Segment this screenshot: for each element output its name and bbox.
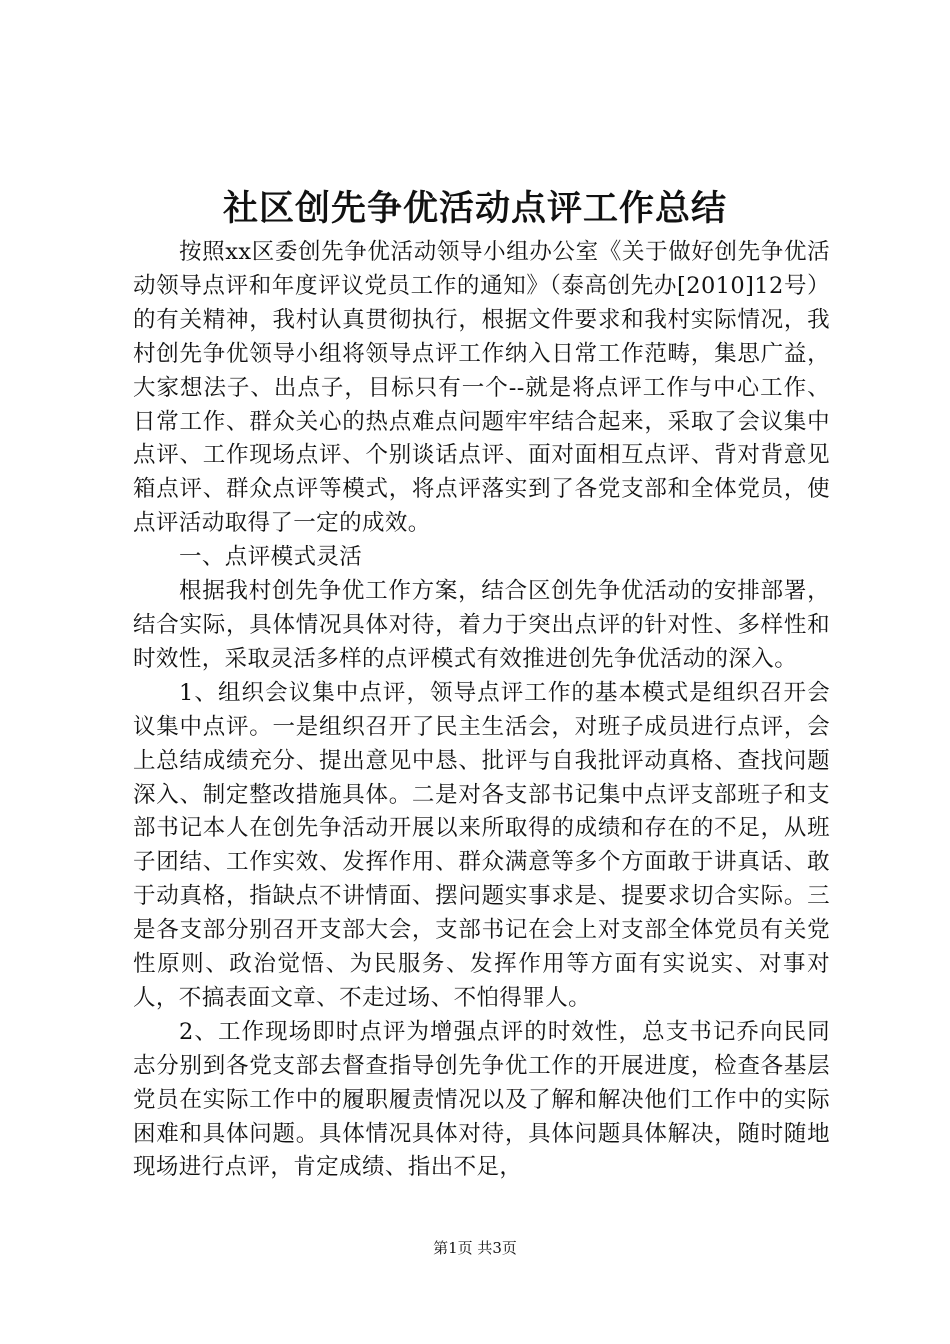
item-1-paragraph: 1、组织会议集中点评，领导点评工作的基本模式是组织召开会议集中点评。一是组织召开了民主生活会，对班子成员进行点评，会上总结成绩充分、提出意见中恳、批评与自我批评动真格、查找问题深入、制定整改措施具体。二是对各支部书记集中点评支部班子和支部书记本人在创先争活动开展以来所取得的成绩和存在的不足，从班子团结、工作实效、发挥作用、群众满意等多个方面敢于讲真话、敢于动真格，指缺点不讲情面、摆问题实事求是、提要求切合实际。三是各支部分别召开支部大会，支部书记在会上对支部全体党员有关党性原则、政治觉悟、为民服务、发挥作用等方面有实说实、对事对人，不搞表面文章、不走过场、不怕得罪人。 [133,679,830,1011]
section-1-paragraph: 根据我村创先争优工作方案，结合区创先争优活动的安排部署，结合实际，具体情况具体对待，着力于突出点评的针对性、多样性和时效性，采取灵活多样的点评模式有效推进创先争优活动的深入。 [133,578,830,672]
page-footer: 第1页 共3页 [433,1239,517,1257]
intro-paragraph: 按照xx区委创先争优活动领导小组办公室《关于做好创先争优活动领导点评和年度评议党员工作的通知》（泰高创先办[2010]12号）的有关精神，我村认真贯彻执行，根据文件要求和我村实际情况，我村创先争优领导小组将领导点评工作纳入日常工作范畴，集思广益，大家想法子、出点子，目标只有一个--就是将点评工作与中心工作、日常工作、群众关心的热点难点问题牢牢结合起来，采取了会议集中点评、工作现场点评、个别谈话点评、面对面相互点评、背对背意见箱点评、群众点评等模式，将点评落实到了各党支部和全体党员，使点评活动取得了一定的成效。 [133,239,830,537]
item-2-paragraph: 2、工作现场即时点评为增强点评的时效性，总支书记乔向民同志分别到各党支部去督查指导创先争优工作的开展进度，检查各基层党员在实际工作中的履职履责情况以及了解和解决他们工作中的实际困难和具体问题。具体情况具体对待，具体问题具体解决，随时随地现场进行点评，肯定成绩、指出不足， [133,1018,830,1181]
document-body [133,236,830,1185]
section-heading-1: 一、点评模式灵活 [179,544,363,571]
document-title: 社区创先争优活动点评工作总结 [222,188,727,229]
